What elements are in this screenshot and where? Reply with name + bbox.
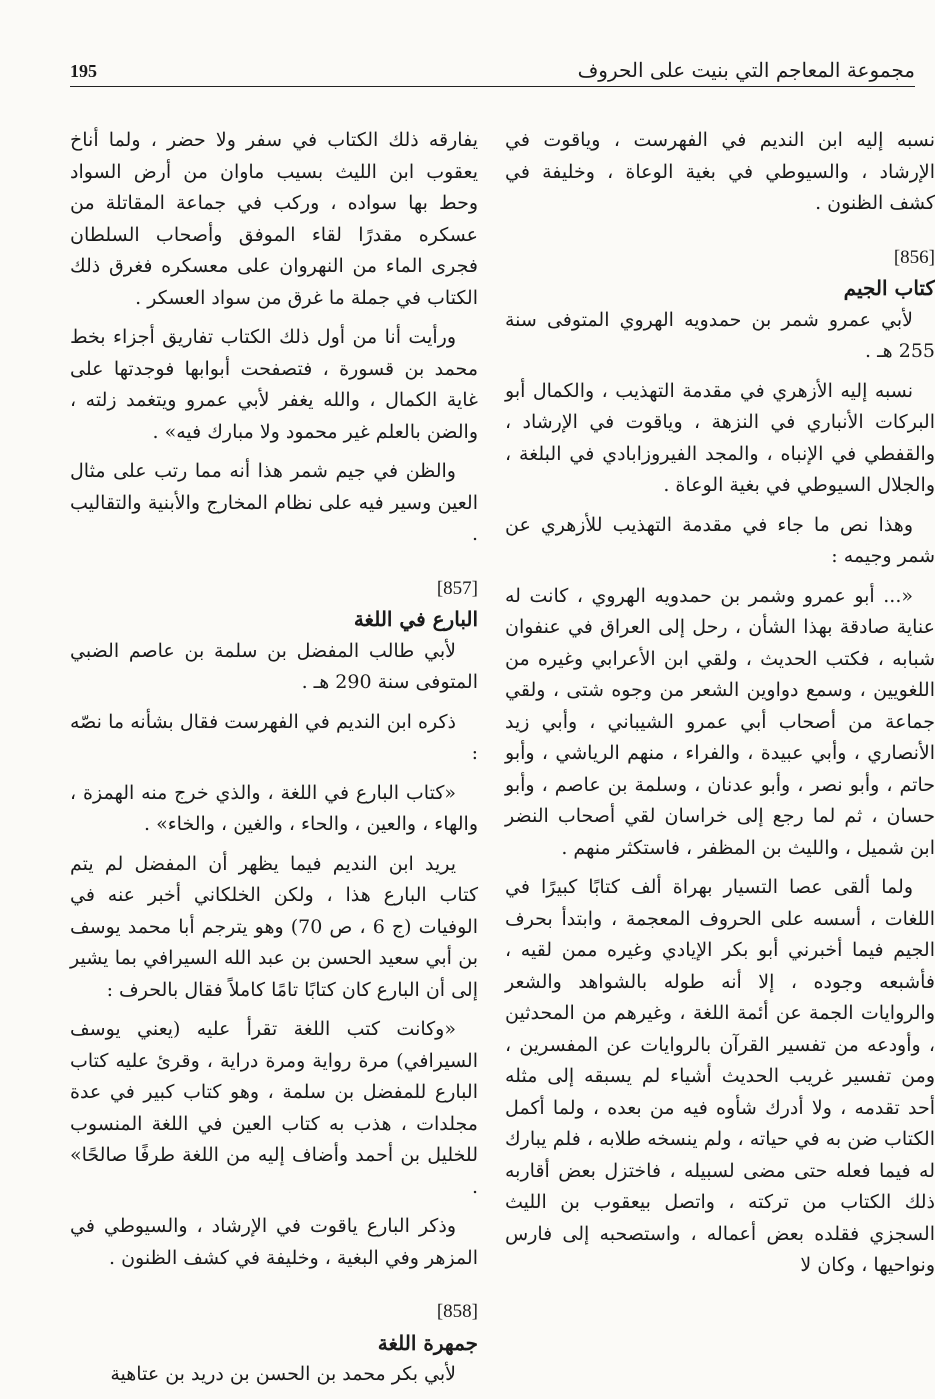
entry-title: جمهرة اللغة [377, 1330, 478, 1355]
paragraph: لأبي بكر محمد بن الحسن بن دريد بن عتاهية [110, 1363, 456, 1385]
paragraph: ورأيت أنا من أول ذلك الكتاب تفاريق أجزاء بخط محمد بن قسورة ، فتصفحت أبوابها فوجدتها على غاية الكمال ، والله يغفر لأبي عمرو ويتغمد زلته ، والضن بالعلم غير محمود ولا مبارك فيه» . [70, 326, 478, 443]
entry-title: البارع في اللغة [353, 607, 478, 631]
page-number: 195 [70, 61, 97, 81]
paragraph: والظن في جيم شمر هذا أنه مما رتب على مثال العين وسير فيه على نظام المخارج والأبنية والتقاليب . [70, 460, 478, 545]
entry-number: [856] [893, 246, 935, 268]
entry-number: [858] [436, 1301, 478, 1322]
paragraph: ذكره ابن النديم في الفهرست فقال بشأنه ما نصّه : [70, 710, 478, 764]
paragraph: وهذا نص ما جاء في مقدمة التهذيب للأزهري عن شمر وجيمه : [505, 513, 935, 567]
paragraph: يريد ابن النديم فيما يظهر أن المفضل لم يتم كتاب البارع هذا ، ولكن الخلكاني أخبر عنه في الوفيات (ج 6 ، ص 70) وهو يترجم أبا محمد يوسف بن أبي سعيد الحسن بن عبد الله السيرافي بما يشير إلى أن البارع كان كتابًا تامًا كاملاً فقال بالحرف : [70, 852, 478, 1001]
page-header [70, 52, 915, 87]
paragraph: ولما ألقى عصا التسيار بهراة ألف كتابًا كبيرًا في اللغات ، أسسه على الحروف المعجمة ، وابتدأ بحرف الجيم فيما أخبرني أبو بكر الإيادي وغيره ممن لقيه ، فأشبعه وجوده ، إلا أنه طوله بالشواهد والشعر والروايات الجمة عن أئمة اللغة ، وغيرهم من المحدثين ، وأودعه من تفسير القرآن بالروايات عن المفسرين ، ومن تفسير غريب الحديث أشياء لم يسبقه إلى مثله أحد تقدمه ، ولا أدرك شأوه فيه من بعده ، ولما أكمل الكتاب ضن به في حياته ، ولم ينسخه طلابه ، فلم يبارك له فيما فعله حتى مضى لسبيله ، فاختزل بعض أقاربه ذلك الكتاب من تركته ، واتصل بيعقوب بن الليث السجزي فقلده بعض أعماله ، واستصحبه إلى فارس ونواحيها ، وكان لا [505, 876, 935, 1276]
paragraph: لأبي طالب المفضل بن سلمة بن عاصم الضبي المتوفى سنة 290 هـ . [70, 639, 478, 693]
right-column [505, 125, 935, 1290]
paragraph: نسبه إليه ابن النديم في الفهرست ، وياقوت في الإرشاد ، والسيوطي في بغية الوعاة ، وخليفة في كشف الظنون . [505, 129, 935, 214]
paragraph: لأبي عمرو شمر بن حمدويه الهروي المتوفى سنة 255 هـ . [505, 308, 935, 362]
quote-paragraph: «كتاب البارع في اللغة ، والذي خرج منه الهمزة ، والهاء ، والعين ، والحاء ، والغين ، والخاء» . [70, 781, 478, 835]
quote-paragraph: «... أبو عمرو وشمر بن حمدويه الهروي ، كانت له عناية صادقة بهذا الشأن ، رحل إلى العراق في عنفوان شبابه ، فكتب الحديث ، ولقي ابن الأعرابي وغيره من اللغويين ، وسمع دواوين الشعر من وجوه شتى ، ولقي جماعة من أصحاب أبي عمرو الشيباني ، وأبي زيد الأنصاري ، وأبي عبيدة ، والفراء ، منهم الرياشي ، وأبو حاتم ، وأبو نصر ، وأبو عدنان ، وسلمة بن عاصم ، وأبو حسان ، ثم لما رجع إلى خراسان لقي أصحاب النضر ابن شميل ، والليث بن المظفر ، فاستكثر منهم . [505, 584, 935, 859]
quote-paragraph: «وكانت كتب اللغة تقرأ عليه (يعني يوسف السيرافي) مرة رواية ومرة دراية ، وقرئ عليه كتاب البارع للمفضل بن سلمة ، وهو كتاب كبير في عدة مجلدات ، هذب به كتاب العين في اللغة المنسوب للخليل بن أحمد وأضاف إليه من اللغة طرفًا صالحًا» . [70, 1018, 478, 1198]
left-column [70, 125, 478, 1399]
entry-title: كتاب الجيم [843, 276, 935, 300]
paragraph: يفارقه ذلك الكتاب في سفر ولا حضر ، ولما أناخ يعقوب ابن الليث بسيب ماوان من أرض السواد وحط بها سواده ، وركب في جماعة المقاتلة من عسكره مقدرًا لقاء الموفق وأصحاب السلطان فجرى الماء من النهروان على معسكره فغرق ذلك الكتاب في جملة ما غرق من سواد العسكر . [70, 129, 478, 309]
entry-number: [857] [436, 577, 478, 599]
paragraph: نسبه إليه الأزهري في مقدمة التهذيب ، والكمال أبو البركات الأنباري في النزهة ، وياقوت في الإرشاد ، والقفطي في الإنباه ، والمجد الفيروزابادي في البلغة ، والجلال السيوطي في بغية الوعاة . [505, 379, 935, 496]
running-title: مجموعة المعاجم التي بنيت على الحروف [577, 58, 915, 82]
paragraph: وذكر البارع ياقوت في الإرشاد ، والسيوطي في المزهر وفي البغية ، وخليفة في كشف الظنون . [70, 1215, 478, 1269]
